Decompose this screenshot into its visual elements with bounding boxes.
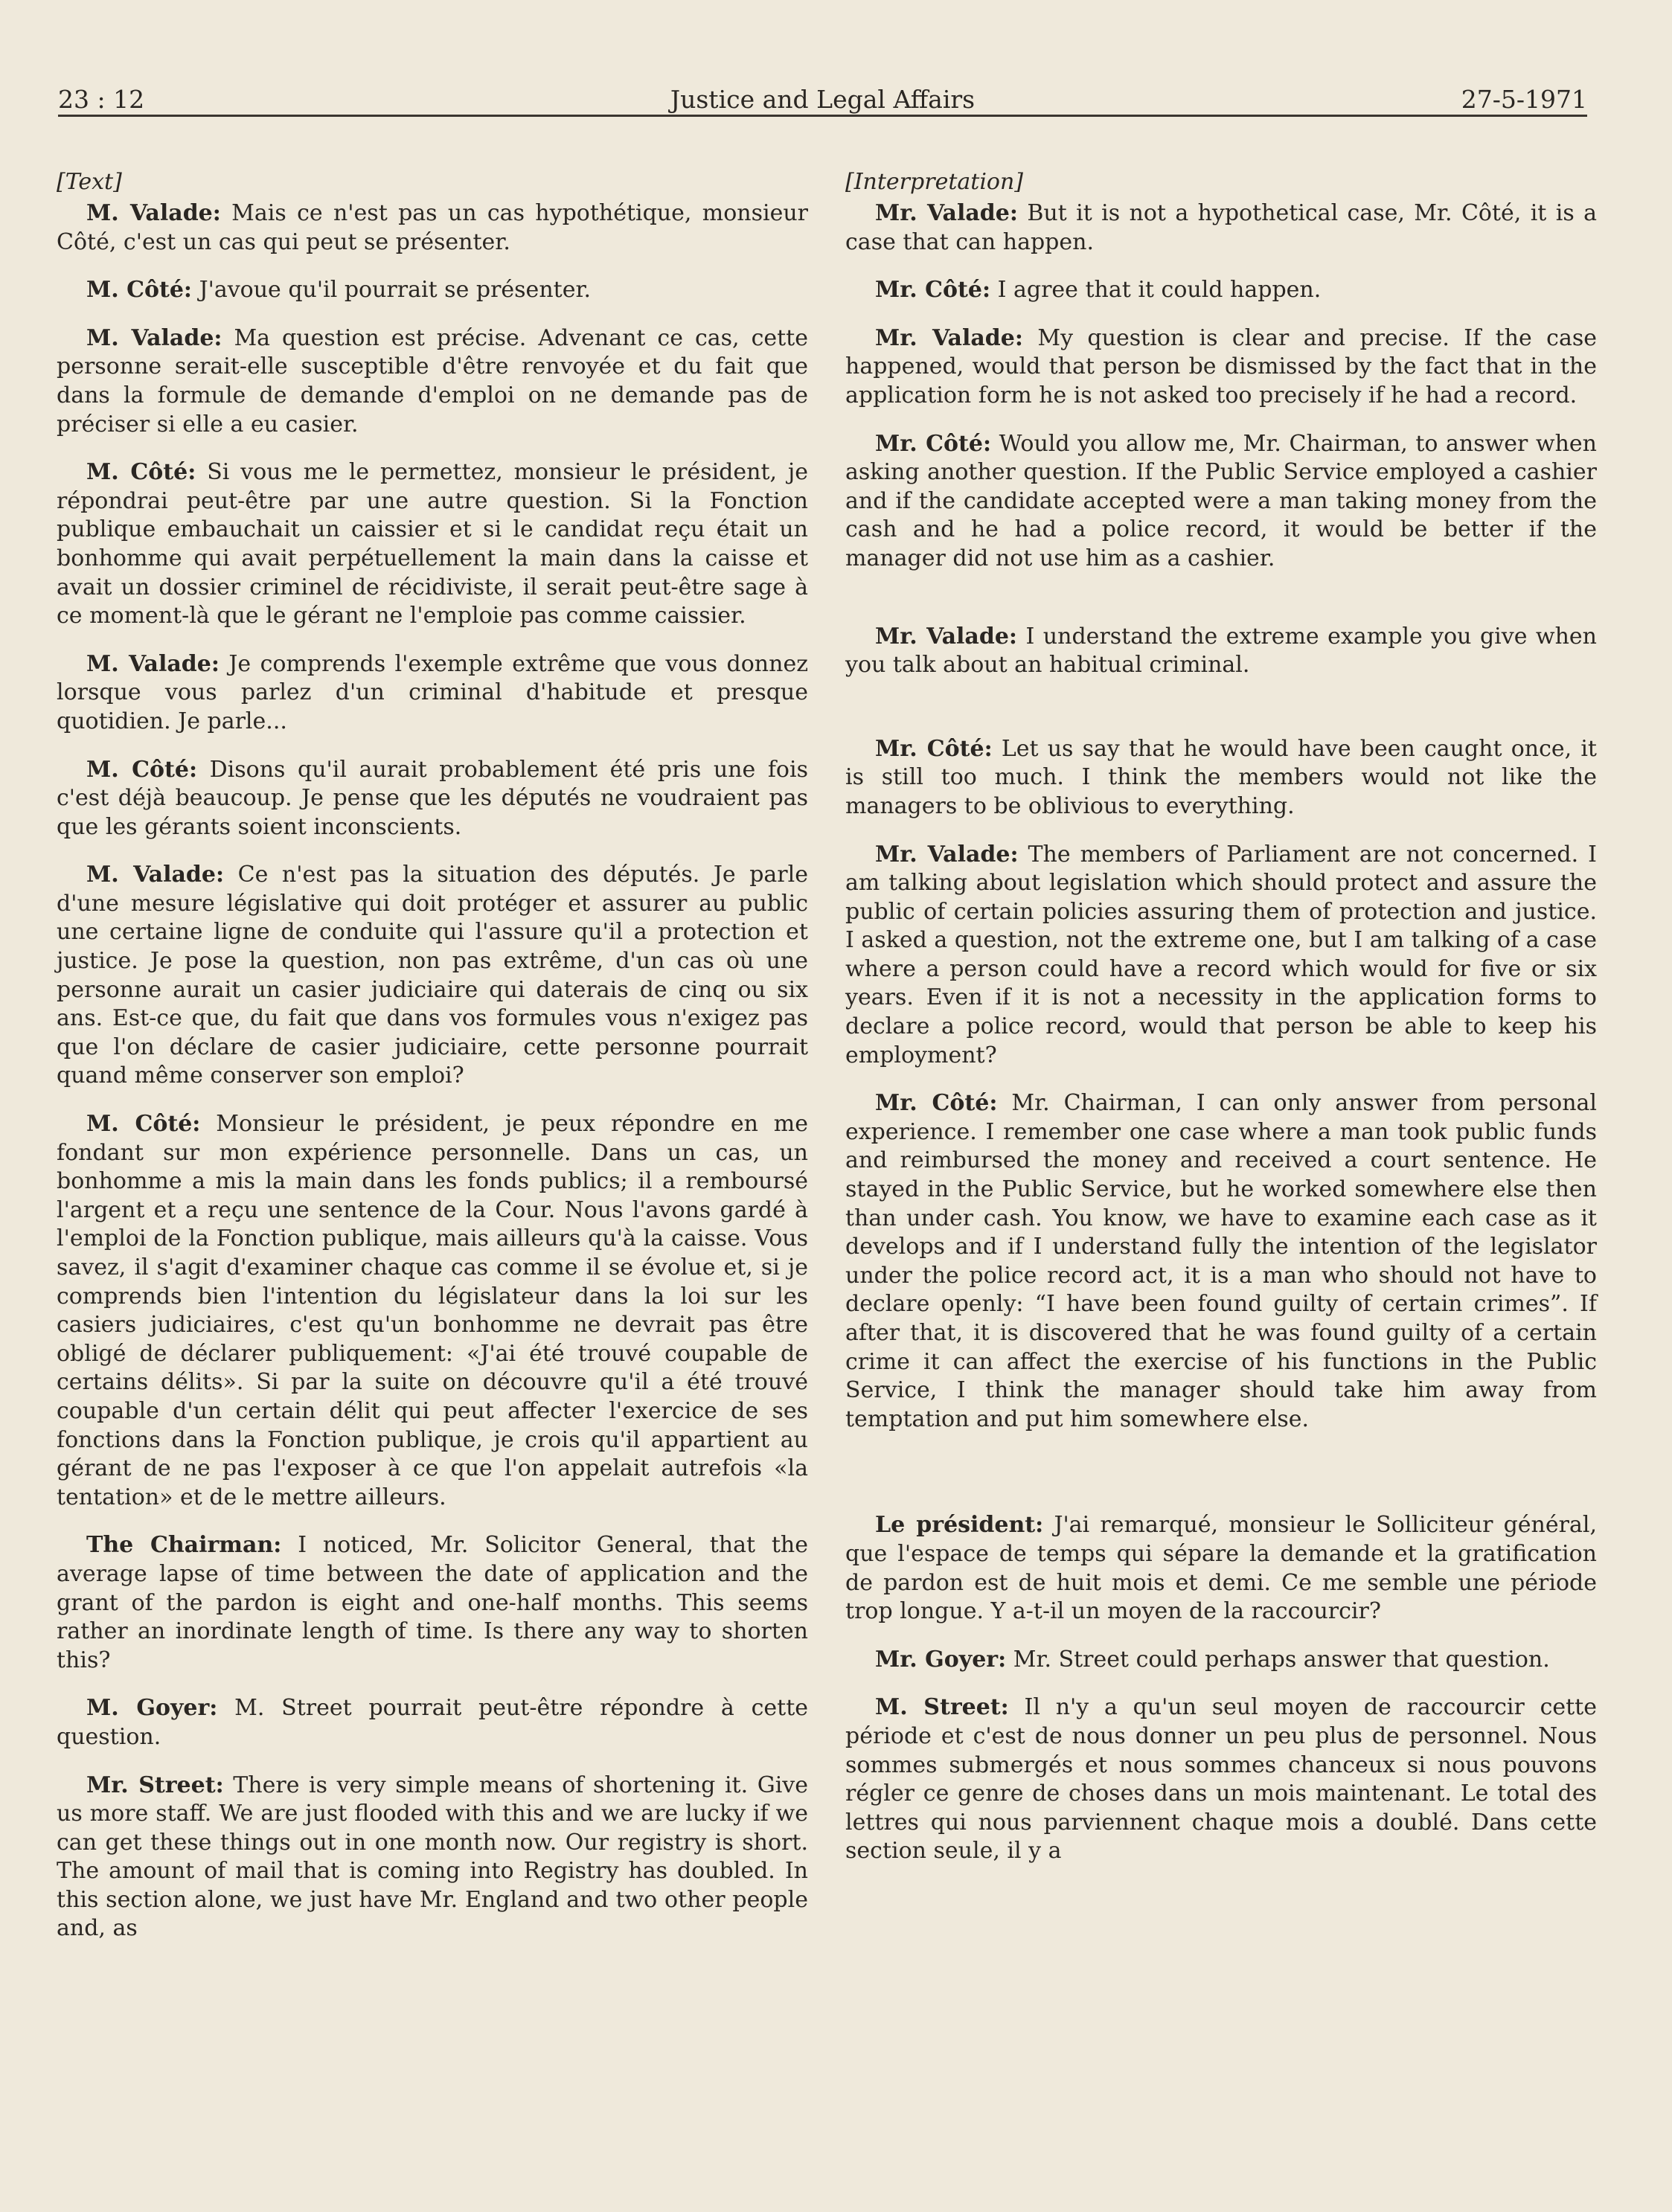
page-header [58, 80, 1587, 117]
speaker: M. Valade: [86, 324, 222, 351]
paragraph [57, 1531, 808, 1675]
speaker: Mr. Valade: [875, 324, 1023, 351]
speech: J'avoue qu'il pourrait se présenter. [199, 277, 592, 304]
speech: I noticed, Mr. Solicitor General, that the average lapse of time between the date of application and the grant of the pardon is eight and one-half months. This seems rather an inordinate length of time. Is there any way to shorten this? [57, 1532, 808, 1673]
speaker: Mr. Valade: [875, 623, 1018, 650]
speech: But it is not a hypothetical case, Mr. Côté, it is a case that can happen. [845, 200, 1597, 255]
speech: Si vous me le permettez, monsieur le président, je répondrai peut-être par une autre question. Si la Fonction publique embauchait un caissier et si le candidat reçu était un bonhomme qui avait perpétuellement la main dans la caisse et avait un dossier criminel de récidiviste, il serait peut-être sage à ce moment-là que le gérant ne l'emploie pas comme caissier. [57, 459, 808, 629]
paragraph [845, 1511, 1597, 1626]
paragraph [845, 324, 1597, 411]
speech: My question is clear and precise. If the case happened, would that person be dismissed by the fact that in the application form he is not asked too precisely if he had a record. [845, 324, 1597, 408]
speaker: Mr. Goyer: [875, 1646, 1007, 1673]
speech: Mr. Chairman, I can only answer from personal experience. I remember one case where a man took public funds and reimbursed the money and received a court sentence. He stayed in the Public Service, but he worked somewhere else then than under cash. You know, we have to examine each case as it develops and if I understand fully the intention of the legislator under the police record act, it is a man who should not have to declare openly: “I have been found guilty of certain crimes”. If after that, it is discovered that he was found guilty of a certain crime it can affect the exercise of his functions in the Public Service, I think the manager should take him away from temptation and put him somewhere else. [845, 1090, 1597, 1432]
paragraph [845, 735, 1597, 821]
speech: Ma question est précise. Advenant ce cas, cette personne serait-elle susceptible d'être renvoyée et du fait que dans la formule de demande d'emploi on ne demande pas de préciser si elle a eu casier. [57, 324, 808, 437]
speech: Mais ce n'est pas un cas hypothétique, monsieur Côté, c'est un cas qui peut se présenter. [57, 200, 808, 255]
paragraph [845, 841, 1597, 1071]
page-date: 27-5-1971 [1461, 85, 1587, 114]
page-number: 23 : 12 [58, 85, 145, 114]
speaker: M. Côté: [86, 277, 193, 304]
speech: Disons qu'il aurait probablement été pris une fois c'est déjà beaucoup. Je pense que les députés ne voudraient pas que les gérants soient inconscients. [57, 756, 808, 840]
speaker: Mr. Street: [86, 1772, 224, 1798]
paragraph [845, 199, 1597, 257]
speech: I agree that it could happen. [997, 277, 1322, 304]
speech: Would you allow me, Mr. Chairman, to answer when asking another question. If the Public Service employed a cashier and if the candidate accepted were a man taking money from the cash and he had a police record, it would be better if the manager did not use him as a cashier. [845, 430, 1597, 571]
speaker: Mr. Côté: [875, 735, 993, 762]
column-label: [Interpretation] [845, 169, 1024, 195]
paragraph [845, 430, 1597, 574]
paragraph [57, 1772, 808, 1944]
speaker: Mr. Valade: [875, 200, 1018, 226]
speech: J'ai remarqué, monsieur le Solliciteur général, que l'espace de temps qui sépare la demande et la gratification de pardon est de huit mois et demi. Ce me semble une période trop longue. Y a-t-il un moyen de la raccourcir? [845, 1512, 1597, 1625]
speech: There is very simple means of shortening it. Give us more staff. We are just flooded with this and we are lucky if we can get these things out in one month now. Our registry is short. The amount of mail that is coming into Registry has doubled. In this section alone, we just have Mr. England and two other people and, as [57, 1772, 808, 1942]
speech: Je comprends l'exemple extrême que vous donnez lorsque vous parlez d'un criminal d'habitude et presque quotidien. Je parle... [57, 650, 808, 734]
speaker: M. Street: [875, 1694, 1009, 1721]
speech: Il n'y a qu'un seul moyen de raccourcir cette période et c'est de nous donner un peu plus de personnel. Nous sommes submergés et nous sommes chanceux si nous pouvons régler ce genre de choses dans un mois maintenant. Le total des lettres qui nous parviennent chaque mois a doublé. Dans cette section seule, il y a [845, 1694, 1597, 1865]
speaker: M. Côté: [86, 1111, 201, 1138]
speaker: The Chairman: [86, 1532, 282, 1559]
speaker: Mr. Côté: [875, 1090, 998, 1117]
left-column-text [57, 168, 808, 1943]
right-column-interpretation [845, 168, 1597, 1866]
column-label: [Text] [57, 169, 122, 195]
paragraph [57, 861, 808, 1091]
speech: M. Street pourrait peut-être répondre à cette question. [57, 1695, 808, 1750]
speaker: M. Valade: [86, 200, 221, 226]
paragraph [845, 623, 1597, 680]
page-title: Justice and Legal Affairs [670, 85, 976, 114]
speaker: Mr. Côté: [875, 277, 991, 304]
paragraph [845, 1646, 1597, 1675]
paragraph [57, 756, 808, 842]
paragraph [57, 1694, 808, 1751]
speaker: M. Côté: [86, 756, 198, 783]
paragraph [57, 199, 808, 257]
paragraph [57, 458, 808, 631]
paragraph [845, 276, 1597, 305]
speaker: M. Goyer: [86, 1695, 218, 1722]
speaker: M. Côté: [86, 459, 196, 486]
speech: The members of Parliament are not concerned. I am talking about legislation which should protect and assure the public of certain policies assuring them of protection and justice. I asked a question, not the extreme one, but I am talking of a case where a person could have a record which would for five or six years. Even if it is not a necessity in the application forms to declare a police record, would that person be able to keep his employment? [845, 841, 1597, 1068]
paragraph [57, 1110, 808, 1512]
speech: Mr. Street could perhaps answer that question. [1013, 1646, 1550, 1673]
speaker: Mr. Valade: [875, 841, 1019, 868]
speaker: Le président: [875, 1512, 1044, 1539]
paragraph [57, 650, 808, 737]
speaker: M. Valade: [86, 862, 225, 888]
paragraph [845, 1693, 1597, 1866]
speaker: Mr. Côté: [875, 430, 992, 457]
paragraph [57, 324, 808, 439]
speaker: M. Valade: [86, 650, 220, 677]
paragraph [57, 276, 808, 305]
speech: Let us say that he would have been caught once, it is still too much. I think the members would not like the managers to be oblivious to everything. [845, 735, 1597, 819]
speech: Monsieur le président, je peux répondre en me fondant sur mon expérience personnelle. Dans un cas, un bonhomme a mis la main dans les fonds publics; il a remboursé l'argent et a reçu une sentence de la Cour. Nous l'avons gardé à l'emploi de la Fonction publique, mais ailleurs qu'à la caisse. Vous savez, il s'agit d'examiner chaque cas comme il se évolue et, si je comprends bien l'intention du législateur dans la loi sur les casiers judiciaires, c'est qu'un bonhomme ne devrait pas être obligé de déclarer publiquement: «J'ai été trouvé coupable de certains délits». Si par la suite on découvre qu'il a été trouvé coupable d'un certain délit qui peut affecter l'exercice de ses fonctions dans la Fonction publique, je crois qu'il appartient au gérant de ne pas l'exposer à ce que l'on appelait autrefois «la tentation» et de le mettre ailleurs. [57, 1111, 808, 1510]
speech: Ce n'est pas la situation des députés. Je parle d'une mesure législative qui doit protéger et assurer au public une certaine ligne de conduite qui l'assure qu'il a protection et justice. Je pose la question, non pas extrême, d'un cas où une personne aurait un casier judiciaire qui daterais de cinq ou six ans. Est-ce que, du fait que dans vos formules vous n'exigez pas que l'on déclare de casier judiciaire, cette personne pourrait quand même conserver son emploi? [57, 862, 808, 1089]
paragraph [845, 1089, 1597, 1434]
speech: I understand the extreme example you give when you talk about an habitual criminal. [845, 623, 1597, 679]
